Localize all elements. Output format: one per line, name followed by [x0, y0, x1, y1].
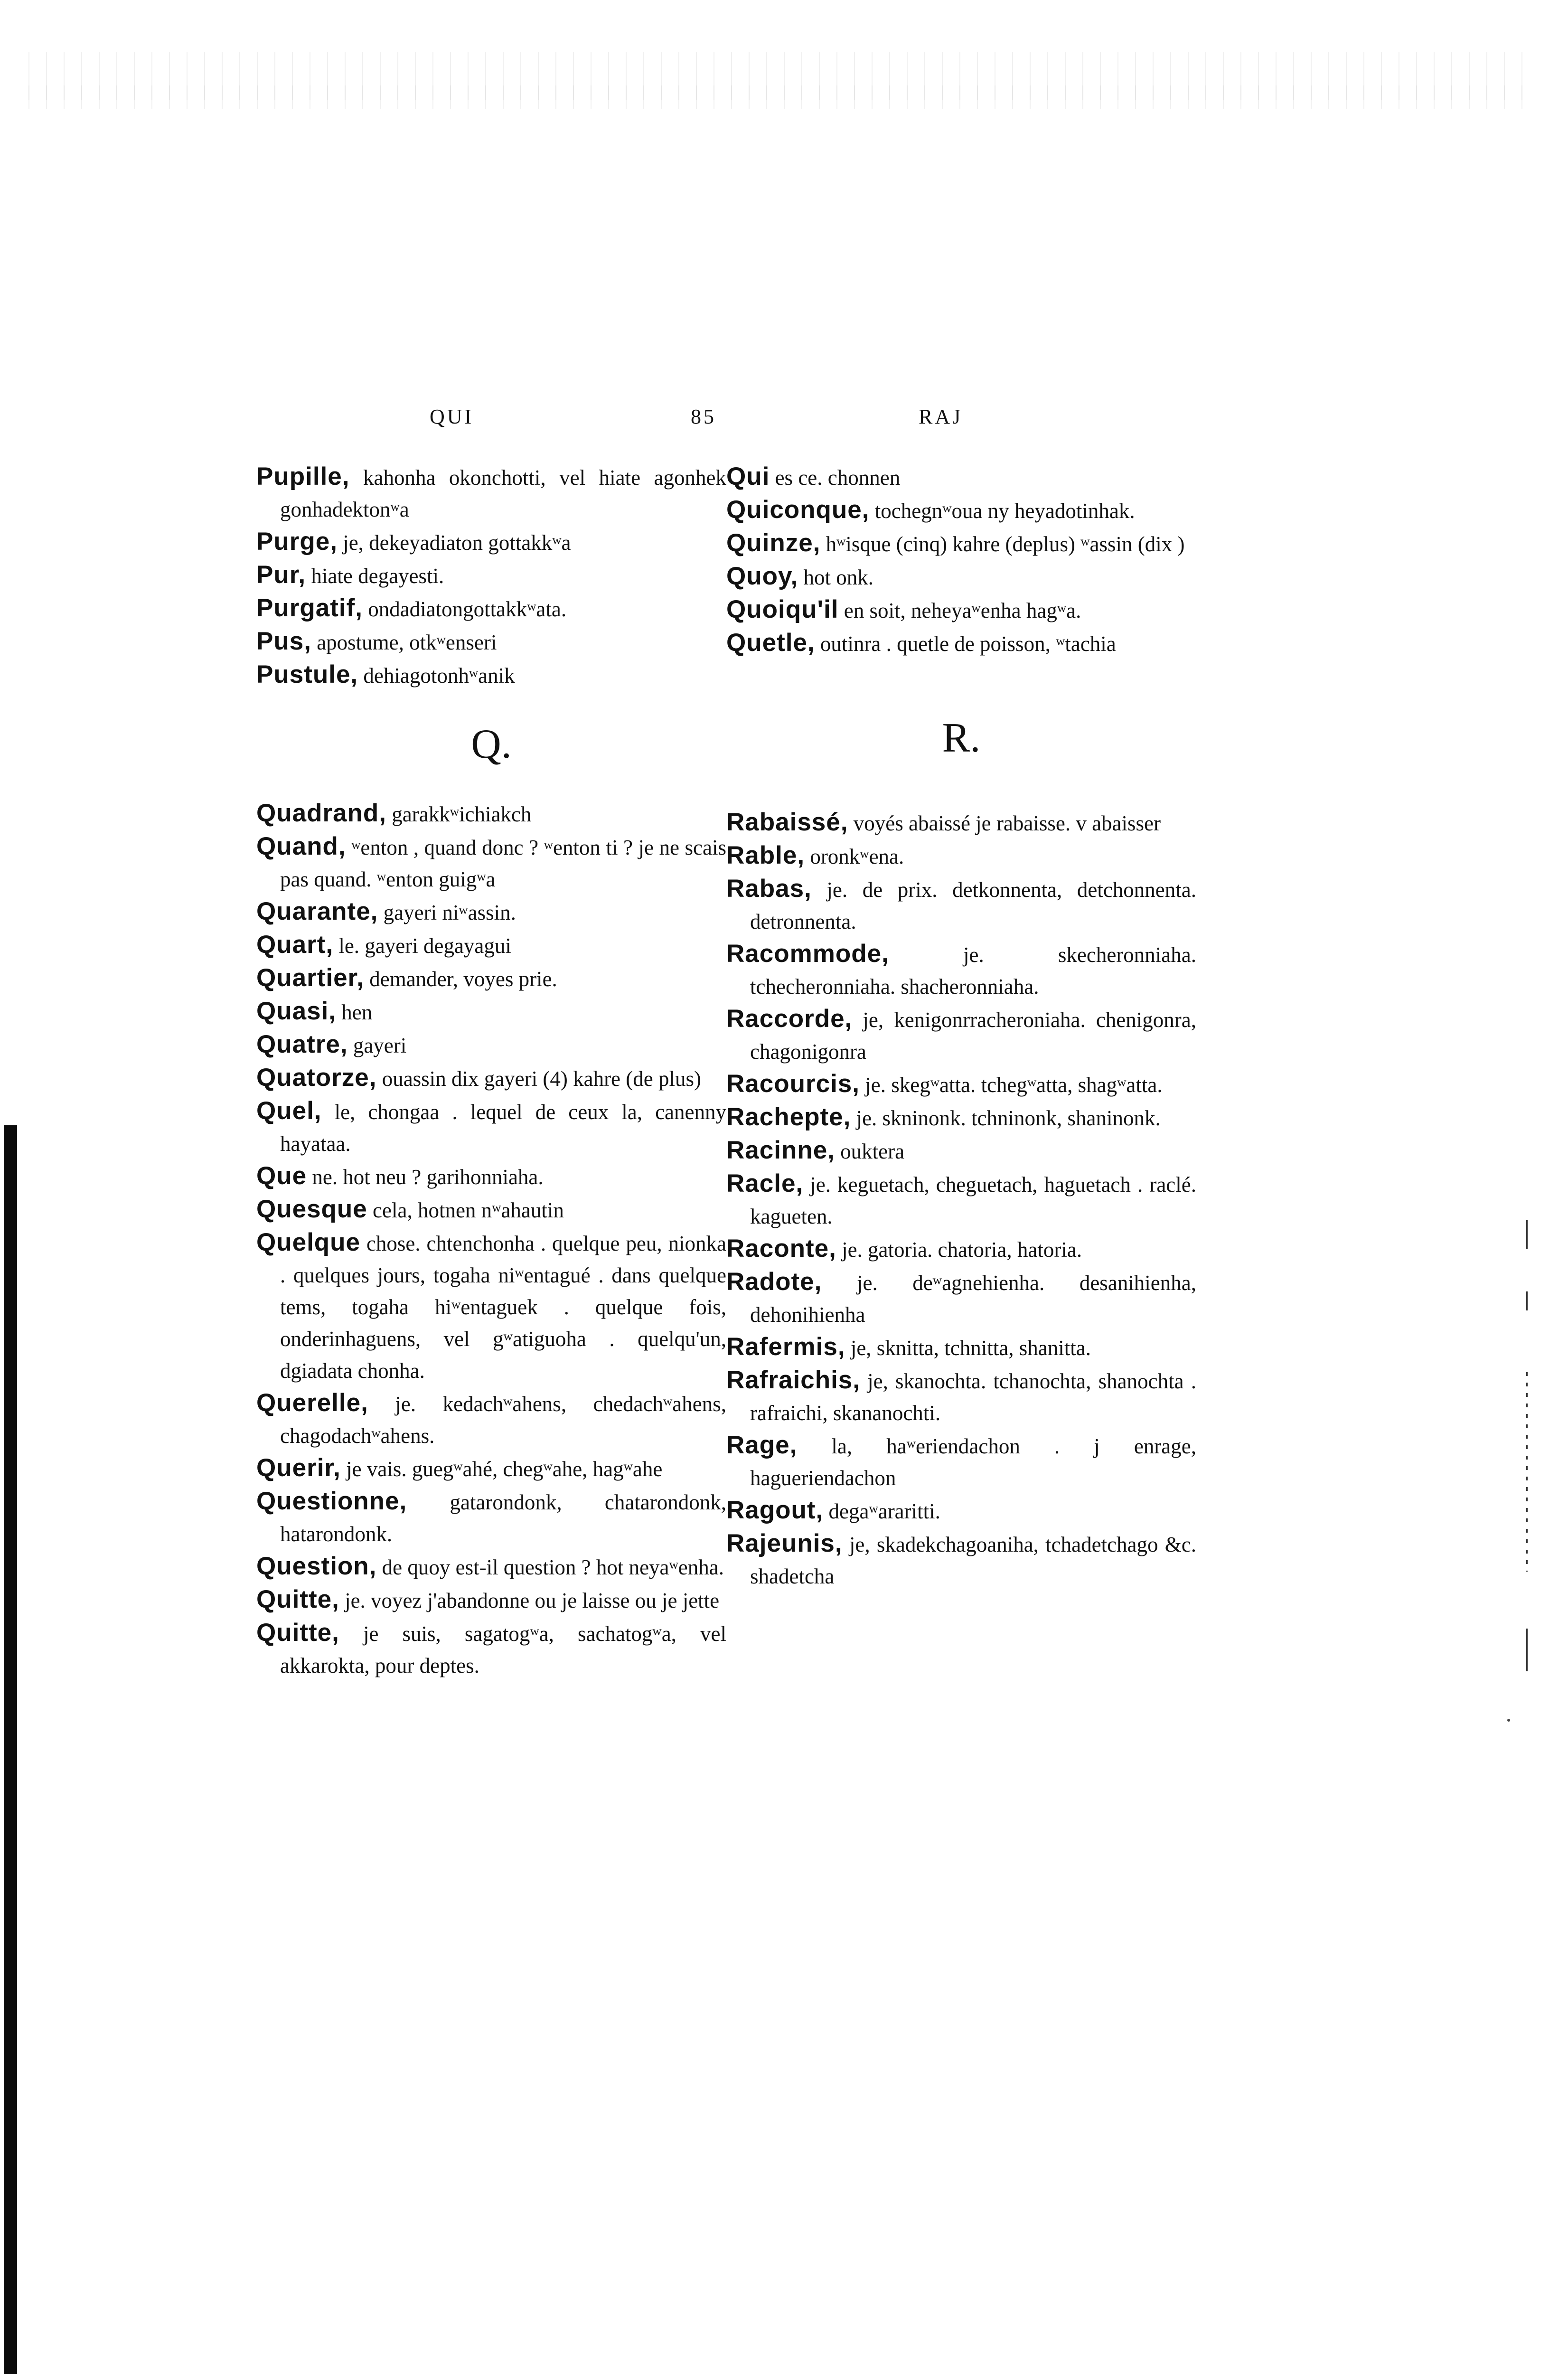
entry-headword: Quoy, [726, 562, 798, 590]
entry-headword: Questionne, [256, 1487, 407, 1515]
entry-definition: hiate degayesti. [306, 564, 444, 588]
running-header [0, 405, 1568, 433]
entry-definition: apostume, otkʷenseri [311, 631, 497, 654]
page-number: 85 [691, 405, 716, 428]
entry-definition: je. voyez j'abandonne ou je laisse ou je jette [339, 1589, 720, 1612]
section-letter: R. [942, 715, 981, 761]
entry-definition: je suis, sagatogʷa, sachatogʷa, vel akkarokta, pour deptes. [280, 1622, 726, 1677]
entry-definition: ʷenton , quand donc ? ʷenton ti ? je ne scais pas quand. ʷenton guigʷa [280, 836, 726, 891]
margin-mark [1526, 1372, 1528, 1572]
entry-headword: Purge, [256, 528, 338, 556]
entry-definition: gayeri niʷassin. [378, 901, 516, 924]
dictionary-entry [726, 1134, 1196, 1168]
dictionary-entry [726, 560, 1196, 594]
left-column [256, 461, 726, 1682]
dictionary-entry [726, 594, 1196, 627]
entry-definition: chose. chtenchonha . quelque peu, nionka . quelques jours, togaha niʷentagué . dans quelque tems, togaha hiʷentaguek . quelque fois, onderinhaguens, vel gʷatiguoha . quelqu'un, dgiadata chonha. [280, 1232, 726, 1383]
margin-mark [1526, 1220, 1528, 1249]
entry-headword: Quinze, [726, 529, 821, 557]
entry-headword: Pustule, [256, 660, 358, 688]
entry-headword: Quetle, [726, 629, 815, 657]
entry-definition: je. keguetach, cheguetach, haguetach . raclé. kagueten. [750, 1173, 1196, 1228]
entry-definition: je, dekeyadiaton gottakkʷa [337, 531, 571, 555]
dictionary-entry [726, 627, 1196, 660]
entry-headword: Ragout, [726, 1496, 824, 1524]
entry-headword: Quart, [256, 931, 334, 959]
entry-definition: le, chongaa . lequel de ceux la, canenny hayataa. [280, 1100, 726, 1156]
dictionary-entry [256, 1062, 726, 1095]
entry-headword: Rable, [726, 841, 805, 869]
entry-headword: Querelle, [256, 1389, 368, 1417]
entry-headword: Quelque [256, 1228, 361, 1256]
dictionary-entry [256, 1193, 726, 1226]
dictionary-entry [726, 1003, 1196, 1068]
entry-definition: hot onk. [798, 565, 874, 589]
entry-definition: ondadiatongottakkʷata. [362, 597, 567, 621]
dictionary-entry [256, 1160, 726, 1193]
entry-definition: en soit, neheyaʷenha hagʷa. [838, 599, 1081, 622]
entry-definition: je, kenigonrracheroniaha. chenigonra, chagonigonra [750, 1008, 1196, 1064]
entry-headword: Quartier, [256, 964, 364, 992]
dictionary-entry [726, 1429, 1196, 1494]
entry-definition: demander, voyes prie. [364, 967, 557, 991]
dictionary-entry [726, 873, 1196, 938]
dictionary-entry [726, 1168, 1196, 1233]
entry-definition: kahonha okonchotti, vel hiate agonhek gonhadektonʷa [280, 466, 726, 521]
entry-headword: Racle, [726, 1169, 804, 1197]
entry-definition: ouktera [835, 1140, 905, 1163]
entry-definition: garakkʷichiakch [386, 802, 532, 826]
dictionary-entry [256, 962, 726, 995]
margin-mark [1526, 1291, 1528, 1310]
entry-headword: Racinne, [726, 1136, 835, 1164]
entry-headword: Quiconque, [726, 496, 870, 524]
dictionary-entry [256, 1028, 726, 1062]
entry-headword: Rafermis, [726, 1333, 845, 1361]
header-right-guide-word: RAJ [919, 405, 963, 428]
entry-definition: je. deʷagnehienha. desanihienha, dehonihienha [750, 1271, 1196, 1327]
dictionary-entry [256, 1485, 726, 1550]
entry-headword: Quarante, [256, 897, 378, 925]
entry-definition: le. gayeri degayagui [333, 934, 511, 958]
entry-definition: ne. hot neu ? garihonniaha. [307, 1165, 544, 1189]
entry-headword: Raconte, [726, 1234, 836, 1262]
entry-headword: Pus, [256, 627, 311, 655]
right-column [726, 461, 1196, 1592]
entry-headword: Quel, [256, 1097, 322, 1125]
entry-headword: Pupille, [256, 462, 350, 490]
entry-definition: dehiagotonhʷanik [358, 664, 515, 688]
dictionary-entry [256, 797, 726, 830]
entry-definition: je. skegʷatta. tchegʷatta, shagʷatta. [860, 1073, 1163, 1097]
entry-headword: Quatorze, [256, 1064, 377, 1092]
scan-edge-bar [4, 1125, 17, 2374]
dictionary-entry [256, 559, 726, 592]
entry-definition: voyés abaissé je rabaisse. v abaisser [848, 811, 1161, 835]
margin-mark [1526, 1629, 1528, 1671]
entry-definition: je. skecheronniaha. tchecheronniaha. shacheronniaha. [750, 943, 1196, 999]
entry-headword: Rafraichis, [726, 1366, 861, 1394]
entry-definition: tochegnʷoua ny heyadotinhak. [869, 499, 1135, 523]
entry-definition: je. de prix. detkonnenta, detchonnenta. detronnenta. [750, 878, 1196, 933]
dictionary-entry [726, 1494, 1196, 1527]
entry-headword: Quitte, [256, 1619, 339, 1647]
dictionary-entry [726, 938, 1196, 1003]
entry-definition: hen [336, 1000, 373, 1024]
entry-headword: Radote, [726, 1268, 822, 1296]
entry-headword: Que [256, 1162, 307, 1190]
entry-headword: Qui [726, 462, 770, 490]
entry-definition: je. gatoria. chatoria, hatoria. [836, 1238, 1082, 1262]
entry-headword: Rachepte, [726, 1103, 851, 1131]
entry-definition: la, haʷeriendachon . j enrage, hagueriendachon [750, 1434, 1196, 1490]
entry-definition: gatarondonk, chatarondonk, hatarondonk. [280, 1490, 726, 1546]
scan-margin-marks [1521, 1220, 1550, 1790]
scan-noise [28, 52, 1538, 109]
dictionary-entry [256, 929, 726, 962]
section-letter: Q. [471, 721, 512, 767]
entry-headword: Quatre, [256, 1030, 348, 1058]
dictionary-entry [726, 1266, 1196, 1331]
scan-noise [28, 85, 1538, 100]
entry-headword: Quitte, [256, 1585, 339, 1613]
dictionary-entry [726, 1364, 1196, 1429]
entry-headword: Quoiqu'il [726, 595, 839, 623]
entry-headword: Racourcis, [726, 1070, 860, 1098]
entry-headword: Question, [256, 1552, 377, 1580]
entry-headword: Racommode, [726, 940, 889, 968]
dictionary-entry [256, 995, 726, 1028]
dictionary-entry [256, 1452, 726, 1485]
entry-headword: Quand, [256, 832, 346, 860]
entry-definition: ouassin dix gayeri (4) kahre (de plus) [376, 1067, 701, 1091]
dictionary-entry [256, 1226, 726, 1387]
entry-definition: oronkʷena. [805, 845, 904, 868]
entry-headword: Quesque [256, 1195, 367, 1223]
entry-definition: je. skninonk. tchninonk, shaninonk. [851, 1106, 1161, 1130]
entry-definition: degaʷararitti. [823, 1499, 940, 1523]
margin-dot [1507, 1719, 1510, 1722]
dictionary-entry [256, 1583, 726, 1617]
dictionary-entry [256, 526, 726, 559]
dictionary-entry [726, 1233, 1196, 1266]
entry-headword: Rage, [726, 1431, 798, 1459]
dictionary-entry [726, 461, 1196, 494]
dictionary-entry [726, 1068, 1196, 1101]
dictionary-entry [256, 1617, 726, 1682]
entry-definition: hʷisque (cinq) kahre (deplus) ʷassin (dix ) [820, 532, 1185, 556]
dictionary-entry [256, 1550, 726, 1583]
dictionary-entry [256, 895, 726, 929]
dictionary-entry [256, 625, 726, 659]
dictionary-entry [256, 461, 726, 526]
entry-definition: cela, hotnen nʷahautin [367, 1198, 564, 1222]
entry-definition: de quoy est-il question ? hot neyaʷenha. [376, 1555, 724, 1579]
entry-definition: gayeri [347, 1034, 407, 1057]
entry-headword: Quasi, [256, 997, 337, 1025]
entry-definition: es ce. chonnen [770, 466, 901, 490]
dictionary-entry [726, 1527, 1196, 1592]
dictionary-entry [256, 830, 726, 895]
dictionary-entry [726, 839, 1196, 873]
entry-headword: Querir, [256, 1454, 341, 1482]
dictionary-entry [726, 527, 1196, 560]
header-left-guide-word: QUI [430, 405, 474, 428]
entry-definition: je vais. guegʷahé, chegʷahe, hagʷahe [340, 1457, 663, 1481]
dictionary-entry [726, 1101, 1196, 1134]
dictionary-entry [726, 494, 1196, 527]
entry-definition: je, skanochta. tchanochta, shanochta . rafraichi, skananochti. [750, 1369, 1196, 1425]
dictionary-entry [256, 1095, 726, 1160]
dictionary-entry [256, 1387, 726, 1452]
entry-headword: Quadrand, [256, 799, 387, 827]
entry-definition: je, sknitta, tchnitta, shanitta. [845, 1336, 1091, 1360]
entry-headword: Rabas, [726, 875, 812, 903]
dictionary-entry [256, 659, 726, 692]
entry-headword: Purgatif, [256, 594, 363, 622]
entry-headword: Rabaissé, [726, 808, 848, 836]
dictionary-entry [726, 1331, 1196, 1364]
entry-headword: Rajeunis, [726, 1529, 843, 1557]
entry-definition: je. kedachʷahens, chedachʷahens, chagodachʷahens. [280, 1392, 726, 1448]
entry-headword: Pur, [256, 561, 306, 589]
dictionary-entry [726, 806, 1196, 839]
entry-definition: je, skadekchagoaniha, tchadetchago &c. shadetcha [750, 1533, 1196, 1588]
entry-headword: Raccorde, [726, 1005, 853, 1033]
entry-definition: outinra . quetle de poisson, ʷtachia [815, 632, 1116, 656]
dictionary-entry [256, 592, 726, 625]
